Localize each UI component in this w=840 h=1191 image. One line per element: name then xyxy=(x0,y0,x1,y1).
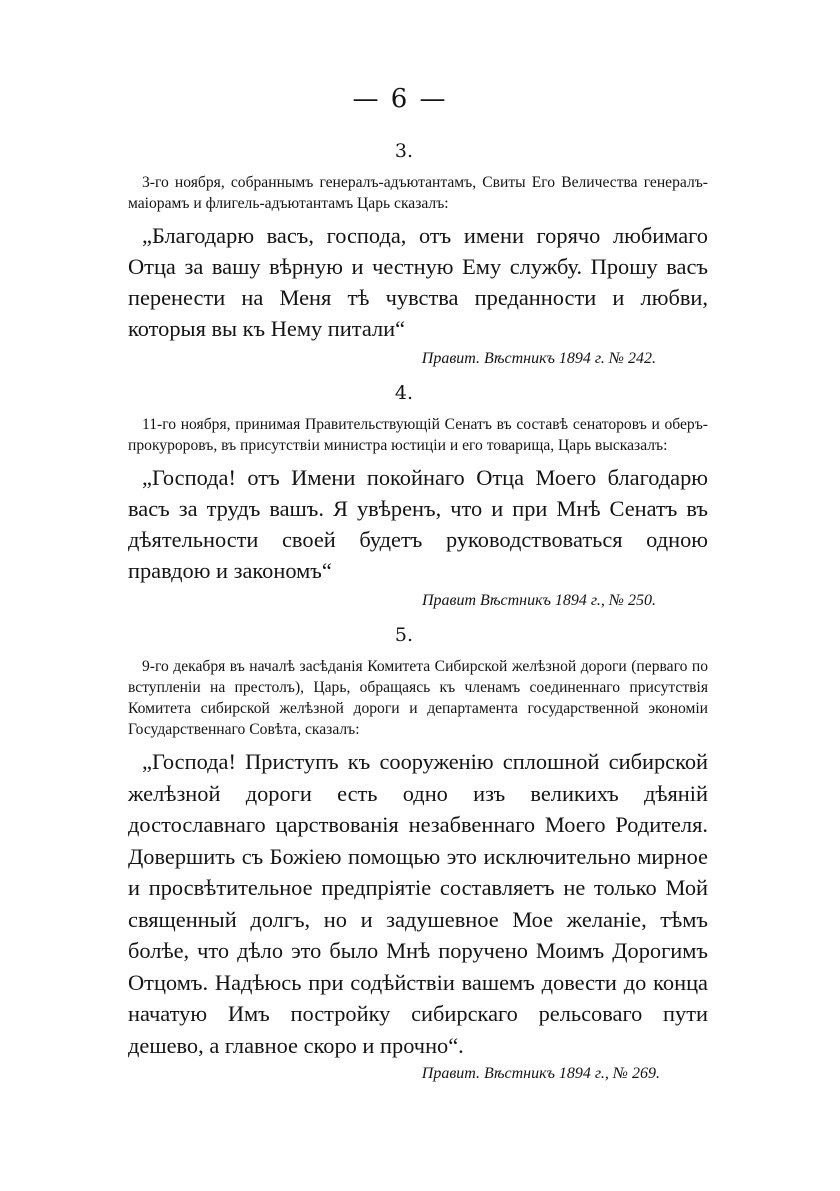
section-quote: „Господа! отъ Имени покойнаго Отца Моего благодарю васъ за трудъ вашъ. Я увѣренъ, что и при Мнѣ Сенатъ въ дѣятельности своей будетъ руководствоваться одною правдою и закономъ“ xyxy=(128,465,708,583)
section-intro: 3-го ноября, собраннымъ генералъ-адъютантамъ, Свиты Его Величества генералъ-маiорамъ и флигель-адъютантамъ Царь сказалъ: xyxy=(128,174,708,212)
section-quote: „Благодарю васъ, господа, отъ имени горячо любимаго Отца за вашу вѣрную и честную Ему службу. Прошу васъ перенести на Меня тѣ чувства преданности и любви, которыя вы къ Нему питали“ xyxy=(128,223,708,341)
section-intro: 9-го декабря въ началѣ засѣданiя Комитета Сибирской желѣзной дороги (перваго по вступленiи на престолъ), Царь, обращаясь къ членамъ соединеннаго присутствiя Комитета сибирской желѣзной дороги и департамента государственной экономiи Государственнаго Совѣта, сказалъ: xyxy=(128,658,708,738)
section-number: 3. xyxy=(394,140,414,162)
section-5 xyxy=(128,624,708,1083)
section-source: Правит. Вѣстникъ 1894 г. № 242. xyxy=(421,350,656,367)
section-source: Правит. Вѣстникъ 1894 г., № 269. xyxy=(421,1065,660,1082)
section-number: 5. xyxy=(394,624,414,646)
section-intro: 11-го ноября, принимая Правительствующiй Сенатъ въ составѣ сенаторовъ и оберъ-прокуроровъ, въ присутствiи министра юстицiи и его товарища, Царь высказалъ: xyxy=(128,416,708,454)
page-number: — 6 — xyxy=(352,84,448,114)
section-quote: „Господа! Приступъ къ сооруженiю сплошной сибирской желѣзной дороги есть одно изъ великихъ дѣянiй достославнаго царствованiя незабвеннаго Моего Родителя. Довершить съ Божiею помощью это исключительно мирное и просвѣтительное предпрiятiе составляетъ не только Мой священный долгъ, но и задушевное Мое желанiе, тѣмъ болѣе, что дѣло это было Мнѣ поручено Моимъ Дорогимъ Отцомъ. Надѣюсь при содѣйствiи вашемъ довести до конца начатую Имъ постройку сибирскаго рельсоваго пути дешево, а главное скоро и прочно“. xyxy=(128,749,708,1058)
section-source: Правит Вѣстникъ 1894 г., № 250. xyxy=(422,592,656,609)
section-3 xyxy=(128,140,708,368)
section-4 xyxy=(128,382,708,610)
section-number: 4. xyxy=(394,382,414,404)
